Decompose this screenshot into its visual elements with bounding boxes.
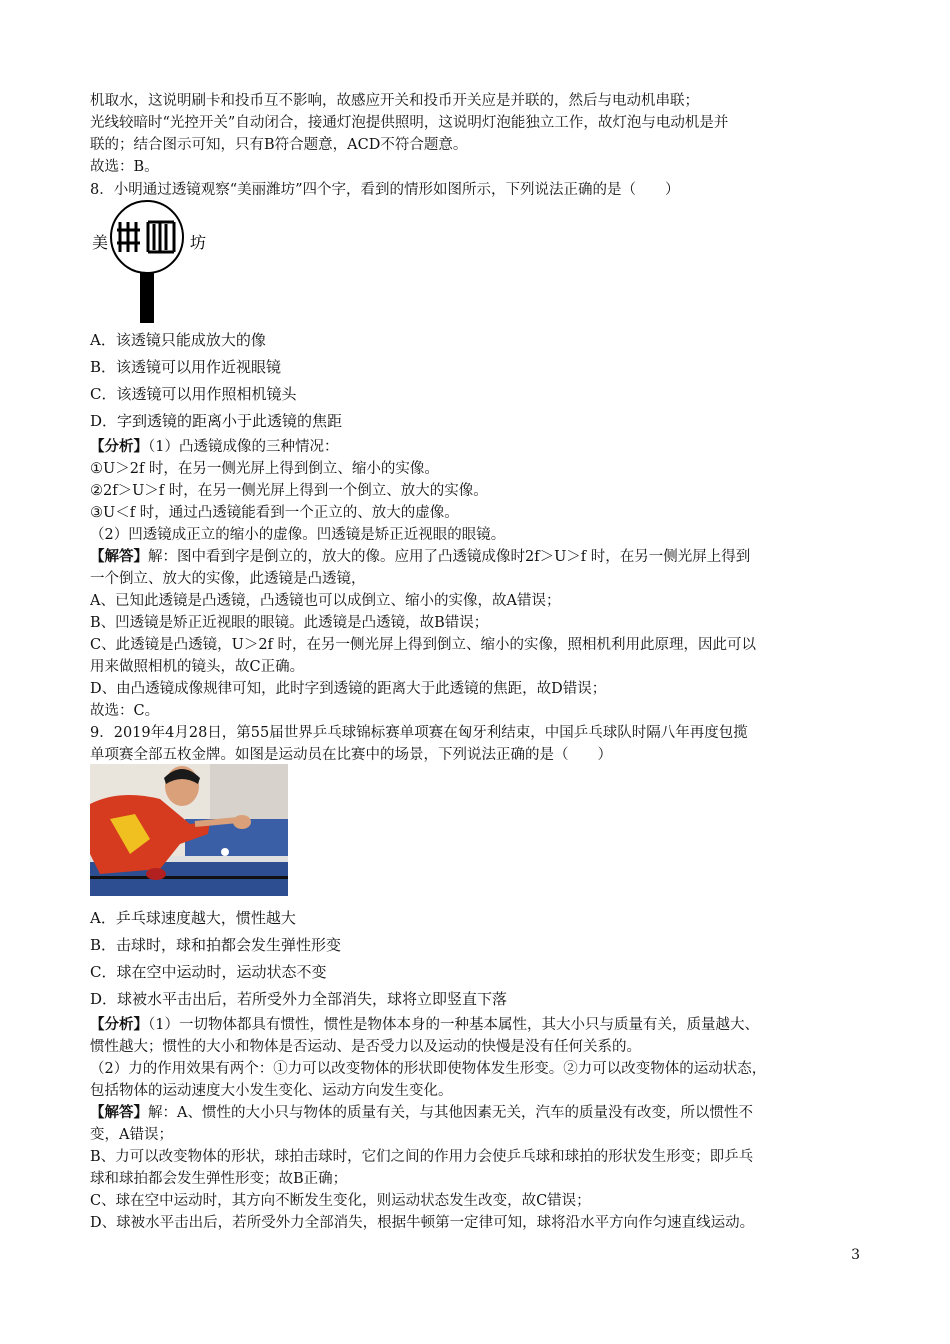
- solution-line: 变，A错误；: [90, 1127, 173, 1143]
- solution-line: 一个倒立、放大的实像，此透镜是凸透镜，: [90, 571, 366, 587]
- option-b: B．击球时，球和拍都会发生弹性形变: [90, 936, 342, 954]
- solution-line: [90, 547, 750, 567]
- solution-line: C、此透镜是凸透镜，U＞2f 时，在另一侧光屏上得到倒立、缩小的实像，照相机利用此原理，因此可以: [90, 637, 757, 653]
- option-a: A．该透镜只能成放大的像: [90, 331, 266, 349]
- option-d: D．字到透镜的距离小于此透镜的焦距: [90, 412, 343, 430]
- text-line: 光线较暗时“光控开关”自动闭合，接通灯泡提供照明，这说明灯泡能独立工作，故灯泡与电动机是并: [90, 115, 729, 131]
- option-c: C．该透镜可以用作照相机镜头: [90, 385, 297, 403]
- analysis-line: ②2f＞U＞f 时，在另一侧光屏上得到一个倒立、放大的实像。: [90, 483, 488, 499]
- analysis-line: （2）凹透镜成正立的缩小的虚像。凹透镜是矫正近视眼的眼镜。: [90, 527, 506, 543]
- analysis-line: （2）力的作用效果有两个：①力可以改变物体的形状即使物体发生形变。②力可以改变物体的运动状态，: [90, 1061, 767, 1077]
- question-9-stem: 9．2019年4月28日，第55届世界乒乓球锦标赛单项赛在匈牙利结束，中国乒乓球队时隔八年再度包揽: [90, 725, 748, 741]
- table-tennis-photo: [90, 764, 288, 896]
- magnifier-figure: [90, 200, 210, 325]
- analysis-line: 惯性越大；惯性的大小和物体是否运动、是否受力以及运动的快慢是没有任何关系的。: [90, 1039, 641, 1055]
- analysis-line: [90, 437, 338, 457]
- solution-line: 故选：C。: [90, 703, 160, 719]
- solution-text: 解：图中看到字是倒立的，放大的像。应用了凸透镜成像时2f＞U＞f 时，在另一侧光屏上得到: [148, 549, 751, 565]
- analysis-label: 【分析】: [90, 1016, 148, 1033]
- page-number: 3: [851, 1247, 860, 1263]
- text-line: 故选：B。: [90, 159, 159, 175]
- option-c: C．球在空中运动时，运动状态不变: [90, 963, 327, 981]
- solution-line: A、已知此透镜是凸透镜，凸透镜也可以成倒立、缩小的实像，故A错误；: [90, 593, 561, 609]
- solution-text: 解：A、惯性的大小只与物体的质量有关，与其他因素无关，汽车的质量没有改变，所以惯性不: [148, 1105, 753, 1121]
- text-line: 联的；结合图示可知，只有B符合题意，ACD不符合题意。: [90, 137, 468, 153]
- solution-label: 【解答】: [90, 548, 148, 565]
- solution-line: B、力可以改变物体的形状，球拍击球时，它们之间的作用力会使乒乓球和球拍的形状发生形变；即乒乓: [90, 1149, 754, 1165]
- figure-left-char: 美: [92, 235, 109, 252]
- analysis-text: （1）一切物体都具有惯性，惯性是物体本身的一种基本属性，其大小只与质量有关，质量越大、: [148, 1017, 759, 1033]
- analysis-line: [90, 1015, 759, 1035]
- analysis-line: ①U＞2f 时，在另一侧光屏上得到倒立、缩小的实像。: [90, 461, 439, 477]
- solution-line: [90, 1103, 753, 1123]
- solution-label: 【解答】: [90, 1104, 148, 1121]
- solution-line: B、凹透镜是矫正近视眼的眼镜。此透镜是凸透镜，故B错误；: [90, 615, 489, 631]
- solution-line: 球和球拍都会发生弹性形变；故B正确；: [90, 1171, 348, 1187]
- analysis-line: 包括物体的运动速度大小发生变化、运动方向发生变化。: [90, 1083, 453, 1099]
- option-a: A．乒乓球速度越大，惯性越大: [90, 909, 296, 927]
- figure-right-char: 坊: [190, 235, 207, 252]
- solution-line: 用来做照相机的镜头，故C正确。: [90, 659, 305, 675]
- magnifier-handle: [140, 273, 154, 323]
- solution-line: D、球被水平击出后，若所受外力全部消失，根据牛顿第一定律可知，球将沿水平方向作匀速直线运动。: [90, 1215, 755, 1231]
- option-b: B．该透镜可以用作近视眼镜: [90, 358, 282, 376]
- solution-line: C、球在空中运动时，其方向不断发生变化，则运动状态发生改变，故C错误；: [90, 1193, 591, 1209]
- solution-line: D、由凸透镜成像规律可知，此时字到透镜的距离大于此透镜的焦距，故D错误；: [90, 681, 607, 697]
- analysis-text: （1）凸透镜成像的三种情况：: [148, 439, 339, 455]
- analysis-label: 【分析】: [90, 438, 148, 455]
- analysis-line: ③U＜f 时，通过凸透镜能看到一个正立的、放大的虚像。: [90, 505, 459, 521]
- option-d: D．球被水平击出后，若所受外力全部消失，球将立即竖直下落: [90, 990, 508, 1008]
- text-line: 机取水，这说明刷卡和投币互不影响，故感应开关和投币开关应是并联的，然后与电动机串联；: [90, 93, 699, 109]
- question-8-stem: 8．小明通过透镜观察“美丽潍坊”四个字，看到的情形如图所示，下列说法正确的是（ ）: [90, 182, 680, 198]
- question-9-stem: 单项赛全部五枚金牌。如图是运动员在比赛中的场景，下列说法正确的是（ ）: [90, 747, 612, 763]
